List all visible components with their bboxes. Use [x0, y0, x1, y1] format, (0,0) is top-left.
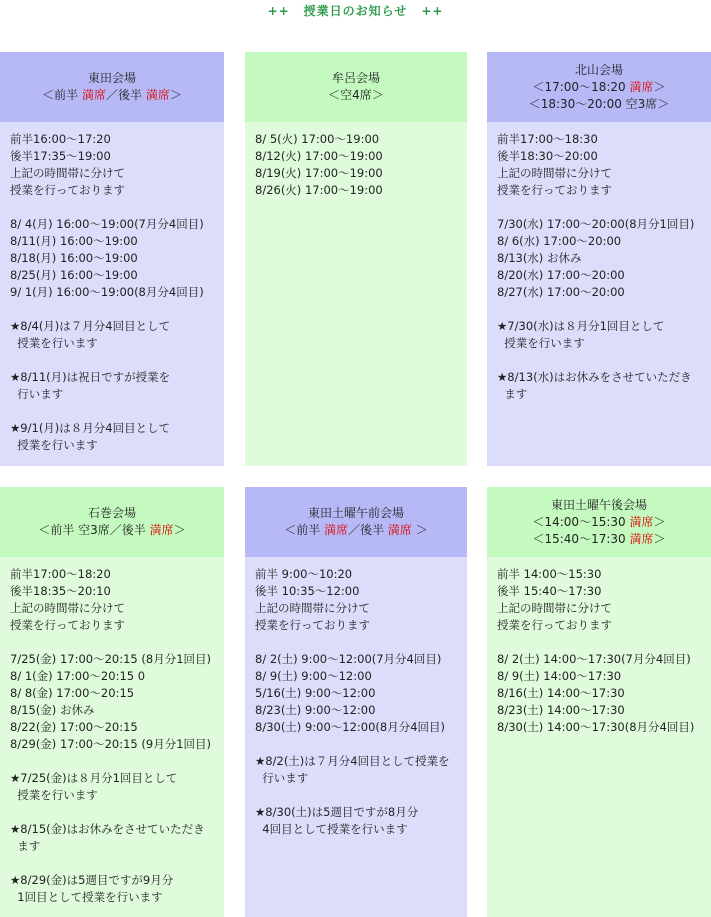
- full-badge: 満席: [387, 523, 412, 537]
- venue-header: [0, 487, 224, 557]
- schedule-line: 後半18:30～20:00: [497, 149, 598, 163]
- schedule-note: ます: [10, 839, 41, 853]
- schedule-line: 8/30(土) 9:00～12:00(8月分4回目): [255, 720, 446, 734]
- venue-card-higashida-sat-pm: [487, 487, 711, 917]
- schedule-spacer: [10, 199, 214, 216]
- schedule-note: ★8/13(水)はお休みをさせていただき: [497, 370, 692, 384]
- venue-header: [245, 52, 467, 122]
- schedule-line: 8/ 9(土) 9:00～12:00: [255, 669, 372, 683]
- schedule-note: ます: [497, 387, 528, 401]
- venue-card-ishimaki: [0, 487, 224, 917]
- schedule-line: 前半 14:00～15:30: [497, 567, 602, 581]
- schedule-line: 8/ 4(月) 16:00～19:00(7月分4回目): [10, 217, 204, 231]
- venue-status: [42, 87, 182, 104]
- schedule-note: ★8/2(土)は７月分4回目として授業を: [255, 754, 450, 768]
- schedule-line: 後半18:35～20:10: [10, 584, 111, 598]
- venue-card-muro: [245, 52, 467, 466]
- venue-name: 牟呂会場: [331, 71, 380, 85]
- schedule-note: ★8/11(月)は祝日ですが授業を: [10, 370, 171, 384]
- full-badge: 満席: [81, 88, 106, 102]
- schedule-spacer: [10, 753, 214, 770]
- schedule-line: 8/19(火) 17:00～19:00: [255, 166, 383, 180]
- full-badge: 満席: [629, 79, 654, 94]
- status-text: ＜17:00～18:20: [532, 79, 630, 94]
- schedule-line: 8/ 5(火) 17:00～19:00: [255, 132, 380, 146]
- venue-header: [487, 487, 711, 557]
- venue-status: [38, 522, 185, 539]
- schedule-line: 授業を行っております: [10, 618, 125, 632]
- venue-status-line2: [532, 531, 665, 548]
- venue-card-kitayama: [487, 52, 711, 466]
- schedule-spacer: [497, 301, 701, 318]
- schedule-note: ★8/29(金)は5週目ですが9月分: [10, 873, 174, 887]
- status-text: ／後半: [105, 88, 146, 102]
- schedule-line: 後半 10:35～12:00: [255, 584, 360, 598]
- status-text: ＜前半: [42, 88, 82, 102]
- venue-name: 東田土曜午前会場: [307, 506, 404, 520]
- schedule-line: 8/ 2(土) 14:00～17:30(7月分4回目): [497, 652, 691, 666]
- schedule-note: 授業を行います: [497, 336, 585, 350]
- venue-header: [487, 52, 711, 122]
- title-deco-left: ++: [267, 4, 290, 18]
- schedule-spacer: [497, 352, 701, 369]
- status-text: ＞: [653, 531, 666, 546]
- schedule-note: ★9/1(月)は８月分4回目として: [10, 421, 171, 435]
- schedule-spacer: [10, 301, 214, 318]
- full-badge: 満席: [629, 514, 654, 529]
- status-text: ＞: [173, 523, 186, 537]
- schedule-line: 授業を行っております: [497, 183, 612, 197]
- title-deco-right: ++: [421, 4, 444, 18]
- schedule-spacer: [497, 634, 701, 651]
- venue-status: [532, 514, 665, 531]
- full-badge: 満席: [149, 523, 174, 537]
- schedule-line: 9/ 1(月) 16:00～19:00(8月分4回目): [10, 285, 204, 299]
- schedule-line: 5/16(土) 9:00～12:00: [255, 686, 376, 700]
- venue-schedule: [487, 122, 711, 466]
- status-text: ＞: [411, 523, 428, 537]
- schedule-line: 8/26(火) 17:00～19:00: [255, 183, 383, 197]
- schedule-line: 前半17:00～18:30: [497, 132, 598, 146]
- schedule-line: 7/25(金) 17:00～20:15 (8月分1回目): [10, 652, 211, 666]
- title-text: 授業日のお知らせ: [303, 4, 408, 18]
- venue-schedule: [487, 557, 711, 917]
- venue-card-higashida-sat-am: [245, 487, 467, 917]
- schedule-line: 8/18(月) 16:00～19:00: [10, 251, 138, 265]
- schedule-line: 授業を行っております: [497, 618, 612, 632]
- schedule-line: 前半17:00～18:20: [10, 567, 111, 581]
- schedule-line: 前半16:00～17:20: [10, 132, 111, 146]
- schedule-note: 行います: [255, 771, 309, 785]
- schedule-line: 8/30(土) 14:00～17:30(8月分4回目): [497, 720, 695, 734]
- schedule-line: 8/15(金) お休み: [10, 703, 95, 717]
- schedule-note: 授業を行います: [10, 788, 98, 802]
- schedule-line: 8/13(水) お休み: [497, 251, 582, 265]
- schedule-note: ★8/15(金)はお休みをさせていただき: [10, 822, 205, 836]
- schedule-line: 8/ 6(水) 17:00～20:00: [497, 234, 622, 248]
- schedule-line: 8/25(月) 16:00～19:00: [10, 268, 138, 282]
- schedule-line: 8/29(金) 17:00～20:15 (9月分1回目): [10, 737, 211, 751]
- page-title: [0, 2, 711, 19]
- schedule-line: 上記の時間帯に分けて: [10, 166, 125, 180]
- venue-name: 東田土曜午後会場: [550, 497, 647, 512]
- schedule-line: 8/16(土) 14:00～17:30: [497, 686, 625, 700]
- status-text: ＞: [653, 514, 666, 529]
- schedule-line: 8/11(月) 16:00～19:00: [10, 234, 138, 248]
- status-text: ＜14:00～15:30: [532, 514, 630, 529]
- schedule-note: 授業を行います: [10, 438, 98, 452]
- schedule-line: 8/ 9(土) 14:00～17:30: [497, 669, 622, 683]
- schedule-note: 1回目として授業を行います: [10, 890, 163, 904]
- schedule-spacer: [255, 787, 457, 804]
- schedule-line: 前半 9:00～10:20: [255, 567, 353, 581]
- status-text: ＞: [169, 88, 182, 102]
- venue-name: 東田会場: [87, 71, 136, 85]
- venue-schedule: [0, 557, 224, 917]
- venue-schedule: [245, 122, 467, 466]
- status-text: ＞: [653, 79, 666, 94]
- schedule-line: 8/12(火) 17:00～19:00: [255, 149, 383, 163]
- schedule-note: ★8/4(月)は７月分4回目として: [10, 319, 171, 333]
- schedule-line: 上記の時間帯に分けて: [497, 166, 612, 180]
- venue-schedule: [0, 122, 224, 466]
- venue-name: 北山会場: [574, 62, 623, 77]
- venue-name: 石巻会場: [87, 506, 136, 520]
- venue-status-line2: ＜18:30～20:00 空3席＞: [528, 96, 670, 111]
- schedule-spacer: [10, 352, 214, 369]
- schedule-line: 上記の時間帯に分けて: [497, 601, 612, 615]
- schedule-note: 行います: [10, 387, 64, 401]
- full-badge: 満席: [324, 523, 349, 537]
- venue-card-higashida: [0, 52, 224, 466]
- schedule-line: 後半 15:40～17:30: [497, 584, 602, 598]
- venue-status: [532, 79, 665, 96]
- schedule-line: 8/23(土) 14:00～17:30: [497, 703, 625, 717]
- full-badge: 満席: [629, 531, 654, 546]
- schedule-note: 授業を行います: [10, 336, 98, 350]
- schedule-note: 4回目として授業を行います: [255, 822, 408, 836]
- full-badge: 満席: [145, 88, 170, 102]
- schedule-spacer: [255, 634, 457, 651]
- schedule-line: 8/22(金) 17:00～20:15: [10, 720, 138, 734]
- schedule-line: 授業を行っております: [10, 183, 125, 197]
- schedule-line: 8/20(水) 17:00～20:00: [497, 268, 625, 282]
- status-text: ＜前半 空3席／後半: [38, 523, 150, 537]
- schedule-spacer: [255, 736, 457, 753]
- schedule-spacer: [10, 634, 214, 651]
- schedule-note: ★7/25(金)は８月分1回目として: [10, 771, 178, 785]
- venue-header: [245, 487, 467, 557]
- schedule-line: 7/30(水) 17:00～20:00(8月分1回目): [497, 217, 695, 231]
- schedule-line: 上記の時間帯に分けて: [255, 601, 370, 615]
- schedule-spacer: [10, 855, 214, 872]
- venue-status: [328, 87, 384, 104]
- status-text: ／後半: [348, 523, 388, 537]
- schedule-note: ★8/30(土)は5週目ですが8月分: [255, 805, 419, 819]
- schedule-line: 8/ 1(金) 17:00～20:15 0: [10, 669, 146, 683]
- venue-schedule: [245, 557, 467, 917]
- venue-header: [0, 52, 224, 122]
- schedule-line: 8/ 8(金) 17:00～20:15: [10, 686, 135, 700]
- schedule-line: 後半17:35～19:00: [10, 149, 111, 163]
- schedule-line: 8/ 2(土) 9:00～12:00(7月分4回目): [255, 652, 442, 666]
- status-text: ＜15:40～17:30: [532, 531, 630, 546]
- status-text: ＜前半: [284, 523, 325, 537]
- schedule-spacer: [10, 804, 214, 821]
- schedule-line: 上記の時間帯に分けて: [10, 601, 125, 615]
- schedule-line: 8/27(水) 17:00～20:00: [497, 285, 625, 299]
- schedule-spacer: [10, 403, 214, 420]
- schedule-line: 8/23(土) 9:00～12:00: [255, 703, 376, 717]
- schedule-note: ★7/30(水)は８月分1回目として: [497, 319, 665, 333]
- status-text: ＜空4席＞: [328, 88, 384, 102]
- schedule-line: 授業を行っております: [255, 618, 370, 632]
- venue-status: [284, 522, 428, 539]
- schedule-spacer: [497, 199, 701, 216]
